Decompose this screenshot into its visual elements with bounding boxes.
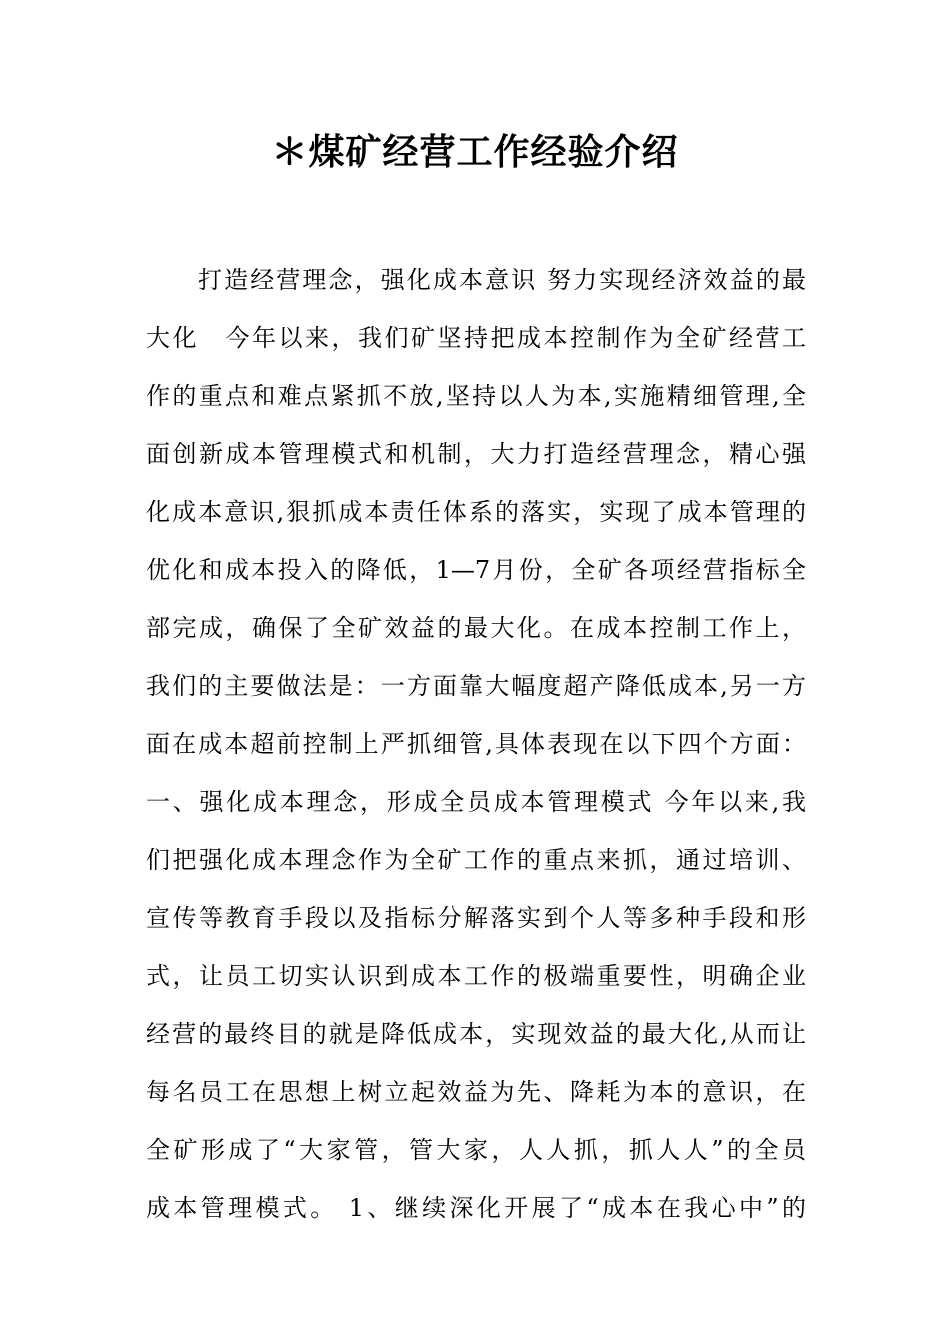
body-line: 大化 今年以来，我们矿坚持把成本控制作为全矿经营工 bbox=[146, 324, 806, 352]
body-line: 经营的最终目的就是降低成本，实现效益的最大化,从而让 bbox=[146, 1020, 806, 1048]
document-body bbox=[146, 258, 806, 1244]
document-title: ＊煤矿经营工作经验介绍 bbox=[271, 131, 679, 173]
body-line: 优化和成本投入的降低，1—7月份，全矿各项经营指标全 bbox=[146, 556, 806, 584]
body-line: 作的重点和难点紧抓不放,坚持以人为本,实施精细管理,全 bbox=[146, 382, 806, 410]
body-line: 部完成，确保了全矿效益的最大化。在成本控制工作上， bbox=[146, 614, 806, 642]
body-line: 打造经营理念，强化成本意识 努力实现经济效益的最 bbox=[198, 266, 806, 294]
body-line: 式，让员工切实认识到成本工作的极端重要性，明确企业 bbox=[146, 962, 806, 990]
body-line: 们把强化成本理念作为全矿工作的重点来抓，通过培训、 bbox=[146, 846, 806, 874]
body-line: 全矿形成了“大家管，管大家，人人抓，抓人人”的全员 bbox=[146, 1136, 806, 1164]
body-line: 一、强化成本理念，形成全员成本管理模式 今年以来,我 bbox=[146, 788, 806, 816]
body-line: 化成本意识,狠抓成本责任体系的落实，实现了成本管理的 bbox=[146, 498, 806, 526]
body-line: 面创新成本管理模式和机制，大力打造经营理念，精心强 bbox=[146, 440, 806, 468]
body-line: 每名员工在思想上树立起效益为先、降耗为本的意识，在 bbox=[146, 1078, 806, 1106]
body-line: 宣传等教育手段以及指标分解落实到个人等多种手段和形 bbox=[146, 904, 806, 932]
body-line: 成本管理模式。 1、继续深化开展了“成本在我心中”的 bbox=[146, 1194, 806, 1222]
body-line: 面在成本超前控制上严抓细管,具体表现在以下四个方面： bbox=[146, 730, 806, 758]
body-line: 我们的主要做法是：一方面靠大幅度超产降低成本,另一方 bbox=[146, 672, 806, 700]
